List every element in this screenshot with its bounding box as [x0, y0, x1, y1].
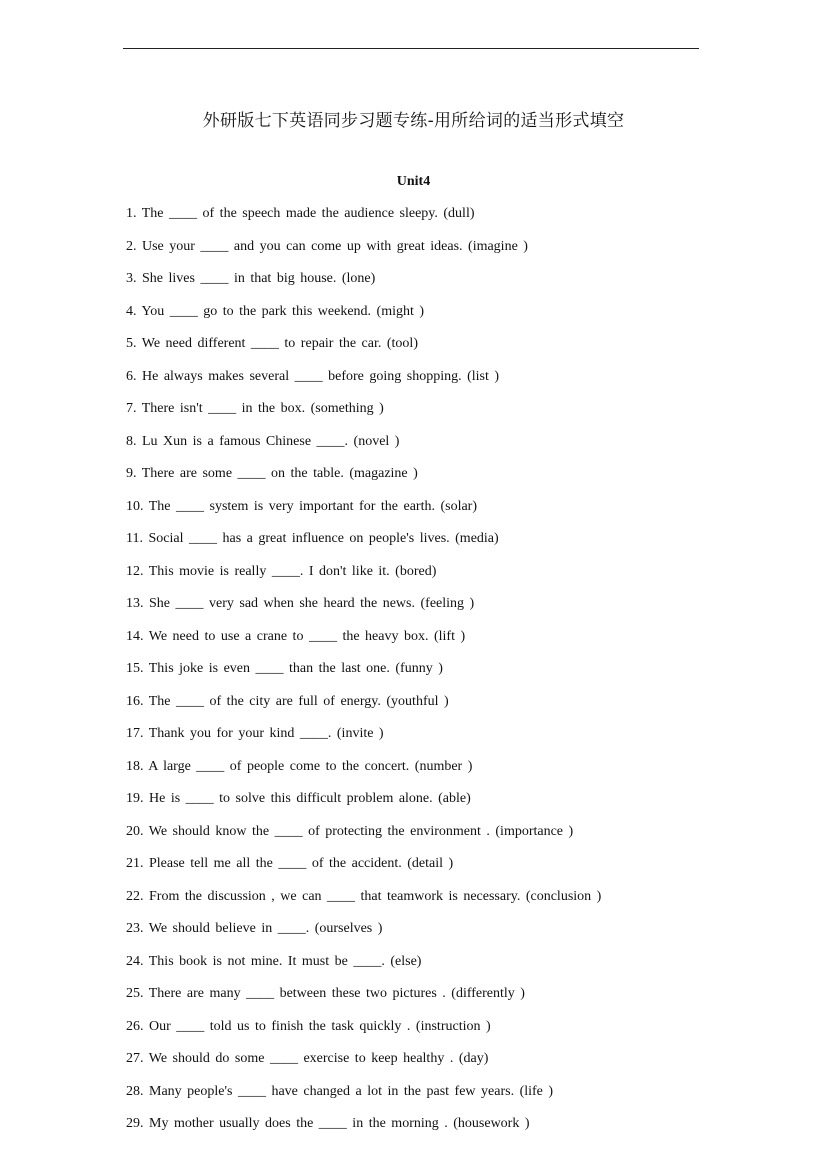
question-item: 19. He is ____ to solve this difficult problem alone. (able): [126, 791, 471, 806]
question-item: 26. Our ____ told us to finish the task quickly . (instruction ): [126, 1018, 491, 1034]
question-item: 13. She ____ very sad when she heard the news. (feeling ): [126, 596, 475, 611]
question-item: 14. We need to use a crane to ____ the heavy box. (lift ): [126, 628, 466, 644]
question-item: 15. This joke is even ____ than the last one. (funny ): [126, 661, 443, 676]
question-item: 29. My mother usually does the ____ in the morning . (housework ): [126, 1116, 530, 1131]
question-item: 10. The ____ system is very important for the earth. (solar): [126, 498, 477, 514]
question-item: 20. We should know the ____ of protecting the environment . (importance ): [126, 823, 574, 839]
question-item: 22. From the discussion , we can ____ that teamwork is necessary. (conclusion ): [126, 888, 602, 904]
question-item: 9. There are some ____ on the table. (magazine ): [126, 466, 418, 481]
question-item: 24. This book is not mine. It must be ____. (else): [126, 953, 422, 969]
unit-heading: Unit4: [396, 174, 431, 189]
question-item: 23. We should believe in ____. (ourselves ): [126, 921, 383, 936]
question-item: 3. She lives ____ in that big house. (lone): [126, 271, 376, 286]
question-item: 16. The ____ of the city are full of energy. (youthful ): [126, 693, 449, 709]
question-item: 5. We need different ____ to repair the car. (tool): [126, 336, 418, 351]
question-item: 28. Many people's ____ have changed a lot in the past few years. (life ): [126, 1083, 554, 1099]
question-item: 27. We should do some ____ exercise to keep healthy . (day): [126, 1051, 489, 1066]
question-item: 7. There isn't ____ in the box. (something ): [126, 401, 384, 416]
document-title: 外研版七下英语同步习题专练-用所给词的适当形式填空: [202, 111, 625, 131]
question-list: [126, 201, 726, 1144]
question-item: 4. You ____ go to the park this weekend. (might ): [126, 303, 425, 319]
question-item: 11. Social ____ has a great influence on people's lives. (media): [126, 531, 499, 546]
question-item: 25. There are many ____ between these two pictures . (differently ): [126, 986, 525, 1001]
question-item: 1. The ____ of the speech made the audience sleepy. (dull): [126, 206, 475, 221]
question-item: 21. Please tell me all the ____ of the accident. (detail ): [126, 856, 454, 871]
question-item: 12. This movie is really ____. I don't like it. (bored): [126, 563, 437, 579]
question-item: 18. A large ____ of people come to the concert. (number ): [126, 758, 473, 774]
question-item: 17. Thank you for your kind ____. (invite ): [126, 726, 384, 741]
question-item: 6. He always makes several ____ before going shopping. (list ): [126, 368, 500, 384]
question-item: 2. Use your ____ and you can come up with great ideas. (imagine ): [126, 238, 528, 254]
header-rule: [123, 48, 699, 49]
question-item: 8. Lu Xun is a famous Chinese ____. (novel ): [126, 433, 400, 449]
